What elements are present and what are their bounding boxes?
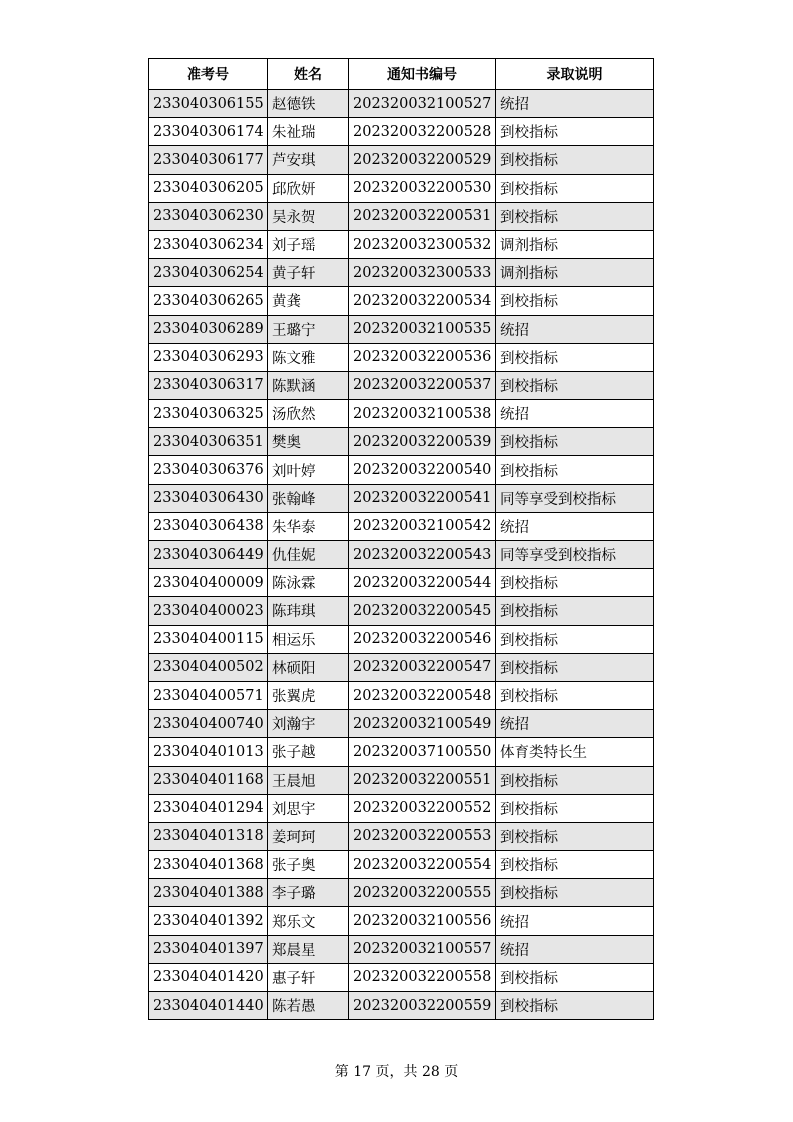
table-row — [149, 992, 654, 1020]
admission-note-cell: 到校指标 — [496, 851, 654, 879]
notice-number-cell: 202320032100556 — [349, 907, 496, 935]
exam-number-cell: 233040306376 — [149, 456, 268, 484]
notice-number-cell: 202320032200545 — [349, 597, 496, 625]
table-row — [149, 653, 654, 681]
notice-number-cell: 202320032200531 — [349, 202, 496, 230]
table-row — [149, 907, 654, 935]
notice-number-cell: 202320032200552 — [349, 794, 496, 822]
notice-number-cell: 202320032200536 — [349, 343, 496, 371]
exam-number-cell: 233040306317 — [149, 371, 268, 399]
student-name-cell: 邱欣妍 — [268, 174, 349, 202]
student-name-cell: 陈若愚 — [268, 992, 349, 1020]
student-name-cell: 汤欣然 — [268, 400, 349, 428]
table-row — [149, 710, 654, 738]
exam-number-cell: 233040400023 — [149, 597, 268, 625]
exam-number-cell: 233040306289 — [149, 315, 268, 343]
exam-number-cell: 233040401368 — [149, 851, 268, 879]
notice-number-cell: 202320032100549 — [349, 710, 496, 738]
student-name-cell: 仇佳妮 — [268, 541, 349, 569]
student-name-cell: 惠子轩 — [268, 963, 349, 991]
admission-note-cell: 到校指标 — [496, 822, 654, 850]
student-name-cell: 王晨旭 — [268, 766, 349, 794]
table-row — [149, 118, 654, 146]
notice-number-cell: 202320032100535 — [349, 315, 496, 343]
student-name-cell: 林硕阳 — [268, 653, 349, 681]
admission-note-cell: 同等享受到校指标 — [496, 541, 654, 569]
exam-number-cell: 233040306155 — [149, 90, 268, 118]
admission-note-cell: 调剂指标 — [496, 259, 654, 287]
table-row — [149, 935, 654, 963]
exam-number-cell: 233040306234 — [149, 230, 268, 258]
student-name-cell: 刘子瑶 — [268, 230, 349, 258]
table-row — [149, 146, 654, 174]
student-name-cell: 张翰峰 — [268, 484, 349, 512]
admission-note-cell: 统招 — [496, 512, 654, 540]
student-name-cell: 王璐宁 — [268, 315, 349, 343]
notice-number-cell: 202320032100557 — [349, 935, 496, 963]
admission-note-cell: 到校指标 — [496, 287, 654, 315]
exam-number-cell: 233040400740 — [149, 710, 268, 738]
student-name-cell: 张子越 — [268, 738, 349, 766]
admission-note-cell: 同等享受到校指标 — [496, 484, 654, 512]
exam-number-cell: 233040401318 — [149, 822, 268, 850]
notice-number-cell: 202320032200554 — [349, 851, 496, 879]
exam-number-cell: 233040306265 — [149, 287, 268, 315]
exam-number-cell: 233040306205 — [149, 174, 268, 202]
student-name-cell: 陈泳霖 — [268, 569, 349, 597]
admission-note-cell: 统招 — [496, 90, 654, 118]
exam-number-cell: 233040401294 — [149, 794, 268, 822]
admission-note-cell: 到校指标 — [496, 963, 654, 991]
table-row — [149, 315, 654, 343]
admission-note-cell: 到校指标 — [496, 653, 654, 681]
notice-number-cell: 202320032200559 — [349, 992, 496, 1020]
notice-number-cell: 202320032300532 — [349, 230, 496, 258]
header-name: 姓名 — [268, 59, 349, 90]
admission-note-cell: 到校指标 — [496, 766, 654, 794]
table-row — [149, 541, 654, 569]
exam-number-cell: 233040401440 — [149, 992, 268, 1020]
table-row — [149, 738, 654, 766]
table-row — [149, 343, 654, 371]
table-row — [149, 174, 654, 202]
student-name-cell: 黄子轩 — [268, 259, 349, 287]
notice-number-cell: 202320032100542 — [349, 512, 496, 540]
page-footer: 第 17 页，共 28 页 — [334, 1064, 459, 1080]
table-row — [149, 456, 654, 484]
table-row — [149, 794, 654, 822]
notice-number-cell: 202320032200541 — [349, 484, 496, 512]
exam-number-cell: 233040401397 — [149, 935, 268, 963]
table-row — [149, 90, 654, 118]
table-body — [149, 90, 654, 1020]
student-name-cell: 刘叶婷 — [268, 456, 349, 484]
admission-note-cell: 到校指标 — [496, 569, 654, 597]
notice-number-cell: 202320032300533 — [349, 259, 496, 287]
admission-note-cell: 体育类特长生 — [496, 738, 654, 766]
admission-note-cell: 到校指标 — [496, 343, 654, 371]
notice-number-cell: 202320037100550 — [349, 738, 496, 766]
admission-note-cell: 统招 — [496, 315, 654, 343]
table-row — [149, 400, 654, 428]
student-name-cell: 姜珂珂 — [268, 822, 349, 850]
admission-note-cell: 到校指标 — [496, 371, 654, 399]
table-header-row — [149, 59, 654, 90]
table-row — [149, 259, 654, 287]
header-exam-number: 准考号 — [149, 59, 268, 90]
exam-number-cell: 233040306351 — [149, 428, 268, 456]
exam-number-cell: 233040306430 — [149, 484, 268, 512]
admission-table — [148, 58, 654, 1020]
admission-note-cell: 调剂指标 — [496, 230, 654, 258]
admission-note-cell: 到校指标 — [496, 794, 654, 822]
table-row — [149, 851, 654, 879]
admission-note-cell: 到校指标 — [496, 456, 654, 484]
student-name-cell: 刘思宇 — [268, 794, 349, 822]
exam-number-cell: 233040306325 — [149, 400, 268, 428]
exam-number-cell: 233040306177 — [149, 146, 268, 174]
exam-number-cell: 233040306438 — [149, 512, 268, 540]
notice-number-cell: 202320032200555 — [349, 879, 496, 907]
student-name-cell: 朱祉瑞 — [268, 118, 349, 146]
admission-note-cell: 到校指标 — [496, 428, 654, 456]
notice-number-cell: 202320032200534 — [349, 287, 496, 315]
notice-number-cell: 202320032200530 — [349, 174, 496, 202]
notice-number-cell: 202320032200528 — [349, 118, 496, 146]
admission-note-cell: 到校指标 — [496, 879, 654, 907]
student-name-cell: 陈文雅 — [268, 343, 349, 371]
admission-note-cell: 统招 — [496, 710, 654, 738]
notice-number-cell: 202320032100538 — [349, 400, 496, 428]
notice-number-cell: 202320032200553 — [349, 822, 496, 850]
table-row — [149, 963, 654, 991]
admission-note-cell: 到校指标 — [496, 118, 654, 146]
exam-number-cell: 233040306230 — [149, 202, 268, 230]
student-name-cell: 张翼虎 — [268, 681, 349, 709]
admission-note-cell: 到校指标 — [496, 681, 654, 709]
student-name-cell: 朱华泰 — [268, 512, 349, 540]
notice-number-cell: 202320032200548 — [349, 681, 496, 709]
notice-number-cell: 202320032200543 — [349, 541, 496, 569]
exam-number-cell: 233040306174 — [149, 118, 268, 146]
notice-number-cell: 202320032200547 — [349, 653, 496, 681]
exam-number-cell: 233040306293 — [149, 343, 268, 371]
notice-number-cell: 202320032200551 — [349, 766, 496, 794]
exam-number-cell: 233040400502 — [149, 653, 268, 681]
exam-number-cell: 233040401388 — [149, 879, 268, 907]
exam-number-cell: 233040306449 — [149, 541, 268, 569]
table-row — [149, 597, 654, 625]
student-name-cell: 刘瀚宇 — [268, 710, 349, 738]
admission-note-cell: 到校指标 — [496, 146, 654, 174]
notice-number-cell: 202320032200546 — [349, 625, 496, 653]
header-admission-note: 录取说明 — [496, 59, 654, 90]
student-name-cell: 赵德铁 — [268, 90, 349, 118]
student-name-cell: 陈默涵 — [268, 371, 349, 399]
notice-number-cell: 202320032200537 — [349, 371, 496, 399]
student-name-cell: 李子璐 — [268, 879, 349, 907]
notice-number-cell: 202320032200544 — [349, 569, 496, 597]
table-row — [149, 484, 654, 512]
student-name-cell: 相运乐 — [268, 625, 349, 653]
notice-number-cell: 202320032200558 — [349, 963, 496, 991]
table-row — [149, 681, 654, 709]
admission-note-cell: 到校指标 — [496, 597, 654, 625]
header-notice-number: 通知书编号 — [349, 59, 496, 90]
admission-note-cell: 到校指标 — [496, 202, 654, 230]
table-row — [149, 625, 654, 653]
exam-number-cell: 233040400571 — [149, 681, 268, 709]
student-name-cell: 樊奥 — [268, 428, 349, 456]
student-name-cell: 芦安琪 — [268, 146, 349, 174]
student-name-cell: 吴永贺 — [268, 202, 349, 230]
exam-number-cell: 233040306254 — [149, 259, 268, 287]
table-row — [149, 230, 654, 258]
notice-number-cell: 202320032100527 — [349, 90, 496, 118]
notice-number-cell: 202320032200539 — [349, 428, 496, 456]
exam-number-cell: 233040400115 — [149, 625, 268, 653]
student-name-cell: 黄龚 — [268, 287, 349, 315]
exam-number-cell: 233040401013 — [149, 738, 268, 766]
admission-note-cell: 统招 — [496, 400, 654, 428]
student-name-cell: 郑晨星 — [268, 935, 349, 963]
exam-number-cell: 233040401168 — [149, 766, 268, 794]
exam-number-cell: 233040401420 — [149, 963, 268, 991]
admission-note-cell: 到校指标 — [496, 625, 654, 653]
exam-number-cell: 233040400009 — [149, 569, 268, 597]
table-row — [149, 287, 654, 315]
admission-note-cell: 到校指标 — [496, 992, 654, 1020]
student-name-cell: 张子奥 — [268, 851, 349, 879]
notice-number-cell: 202320032200540 — [349, 456, 496, 484]
notice-number-cell: 202320032200529 — [349, 146, 496, 174]
exam-number-cell: 233040401392 — [149, 907, 268, 935]
table-row — [149, 371, 654, 399]
table-row — [149, 428, 654, 456]
admission-note-cell: 统招 — [496, 907, 654, 935]
table-row — [149, 202, 654, 230]
table-row — [149, 879, 654, 907]
table-row — [149, 822, 654, 850]
admission-note-cell: 统招 — [496, 935, 654, 963]
student-name-cell: 郑乐文 — [268, 907, 349, 935]
student-name-cell: 陈玮琪 — [268, 597, 349, 625]
table-row — [149, 569, 654, 597]
table-row — [149, 512, 654, 540]
table-row — [149, 766, 654, 794]
admission-note-cell: 到校指标 — [496, 174, 654, 202]
